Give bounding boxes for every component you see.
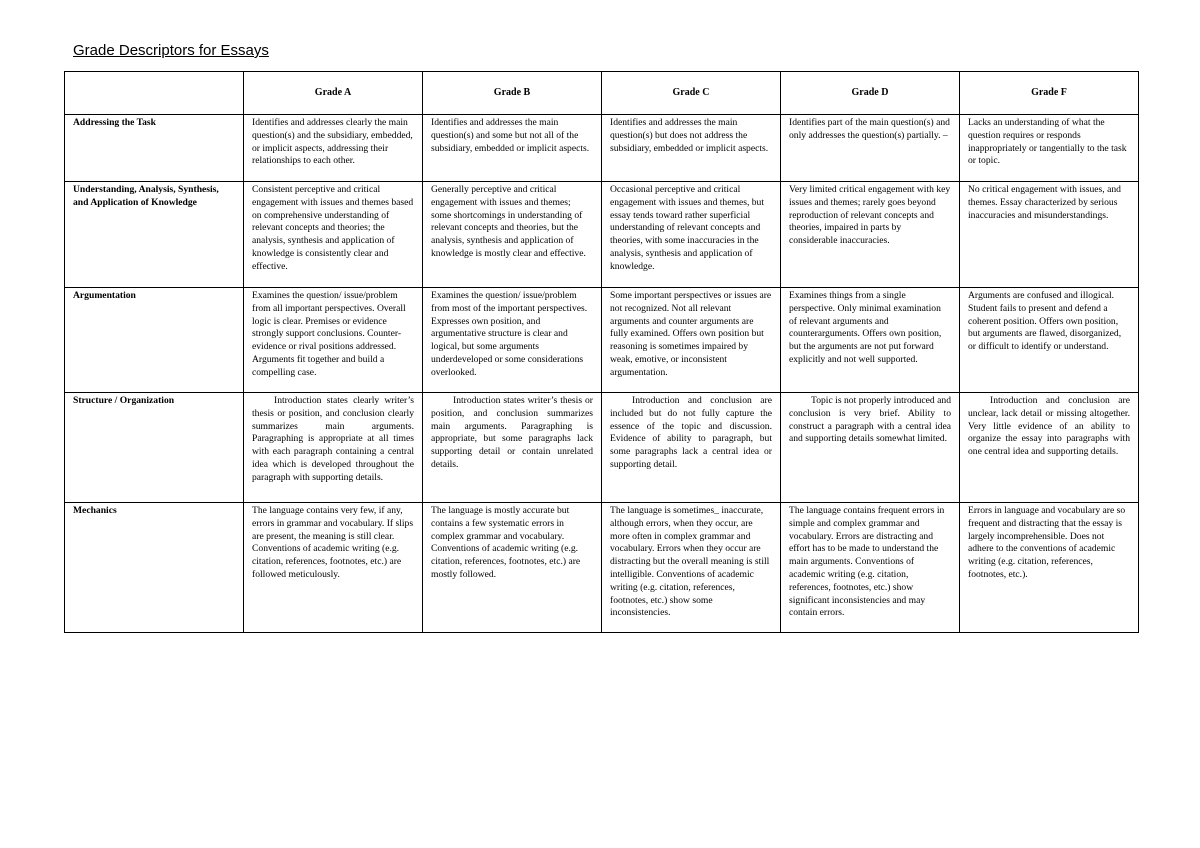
- grade-descriptor-table: [64, 71, 1139, 633]
- descriptor-cell-grade-b: The language is mostly accurate but contains a few systematic errors in complex grammar and vocabulary. Conventions of academic writing (e.g. citation, references, footnotes, etc.) are mostly followed.: [423, 503, 602, 633]
- descriptor-cell-grade-f: [960, 393, 1139, 503]
- header-row: [65, 72, 1139, 115]
- descriptor-cell-grade-a: [244, 393, 423, 503]
- header-grade-d: Grade D: [781, 72, 960, 115]
- descriptor-cell-grade-f: No critical engagement with issues, and themes. Essay characterized by serious inaccuracies and misunderstandings.: [960, 182, 1139, 288]
- descriptor-cell-grade-c: [602, 393, 781, 503]
- descriptor-cell-grade-a: Identifies and addresses clearly the main question(s) and the subsidiary, embedded, or implicit aspects, addressing their relationships to each other.: [244, 115, 423, 182]
- table-row: [65, 503, 1139, 633]
- table-row: [65, 393, 1139, 503]
- descriptor-cell-grade-b: [423, 393, 602, 503]
- criterion-label: Argumentation: [65, 288, 244, 393]
- descriptor-cell-grade-b: Examines the question/ issue/problem from most of the important perspectives. Expresses own position, and argumentative structure is clear and logical, but some arguments underdeveloped or some considerations overlooked.: [423, 288, 602, 393]
- header-grade-a: Grade A: [244, 72, 423, 115]
- descriptor-cell-grade-f: Lacks an understanding of what the question requires or responds inappropriately or tangentially to the task or topic.: [960, 115, 1139, 182]
- descriptor-cell-grade-d: Very limited critical engagement with key issues and themes; rarely goes beyond reproduction of relevant concepts and theories, impaired in parts by considerable inaccuracies.: [781, 182, 960, 288]
- document-title: Grade Descriptors for Essays: [73, 42, 269, 59]
- descriptor-text: Introduction and conclusion are included but do not fully capture the essence of the topic and discussion. Evidence of ability to paragraph, but some paragraphs lack a central idea or supporting detail.: [610, 395, 772, 470]
- descriptor-cell-grade-a: Examines the question/ issue/problem from all important perspectives. Overall logic is clear. Premises or evidence strongly support conclusions. Counter-evidence or rival positions addressed. Arguments fit together and build a compelling case.: [244, 288, 423, 393]
- table-row: [65, 115, 1139, 182]
- descriptor-cell-grade-f: Errors in language and vocabulary are so frequent and distracting that the essay is largely incomprehensible. Does not adhere to the conventions of academic writing (e.g. citation, references, footnotes, etc.).: [960, 503, 1139, 633]
- criterion-label: Mechanics: [65, 503, 244, 633]
- descriptor-cell-grade-b: Generally perceptive and critical engagement with issues and themes; some shortcomings in understanding of relevant concepts and theories, but the analysis, synthesis and application of knowledge is mostly clear and effective.: [423, 182, 602, 288]
- descriptor-cell-grade-c: Occasional perceptive and critical engagement with issues and themes, but essay tends toward rather superficial understanding of relevant concepts and theories, with some inaccuracies in the analysis, synthesis and application of knowledge.: [602, 182, 781, 288]
- header-grade-b: Grade B: [423, 72, 602, 115]
- descriptor-cell-grade-c: Identifies and addresses the main question(s) but does not address the subsidiary, embedded or implicit aspects.: [602, 115, 781, 182]
- descriptor-cell-grade-c: Some important perspectives or issues are not recognized. Not all relevant arguments and counter arguments are fully examined. Offers own position but reasoning is sometimes impaired by weak, emotive, or inconsistent argumentation.: [602, 288, 781, 393]
- criterion-label: Understanding, Analysis, Synthesis, and Application of Knowledge: [65, 182, 244, 288]
- descriptor-text: Introduction and conclusion are unclear, lack detail or missing altogether. Very little evidence of an ability to organize the essay into paragraphs with one central idea and supporting details.: [968, 395, 1130, 458]
- descriptor-cell-grade-a: Consistent perceptive and critical engagement with issues and themes based on comprehensive understanding of relevant concepts and theories; the analysis, synthesis and application of knowledge is consistently clear and effective.: [244, 182, 423, 288]
- descriptor-cell-grade-b: Identifies and addresses the main question(s) and some but not all of the subsidiary, embedded or implicit aspects.: [423, 115, 602, 182]
- header-grade-f: Grade F: [960, 72, 1139, 115]
- header-grade-c: Grade C: [602, 72, 781, 115]
- descriptor-cell-grade-d: Identifies part of the main question(s) and only addresses the question(s) partially. –: [781, 115, 960, 182]
- descriptor-text: Introduction states clearly writer’s thesis or position, and conclusion clearly summarizes main arguments. Paragraphing is appropriate at all times with each paragraph containing a central idea which is developed throughout the paragraph with supporting details.: [252, 395, 414, 483]
- descriptor-cell-grade-d: Examines things from a single perspective. Only minimal examination of relevant arguments and counterarguments. Offers own position, but the arguments are not put forward explicitly and not well supported.: [781, 288, 960, 393]
- criterion-label: Addressing the Task: [65, 115, 244, 182]
- header-empty-cell: [65, 72, 244, 115]
- descriptor-cell-grade-f: Arguments are confused and illogical. Student fails to present and defend a coherent position. Offers own position, but arguments are flawed, disorganized, or difficult to identify or understand.: [960, 288, 1139, 393]
- descriptor-cell-grade-d: The language contains frequent errors in simple and complex grammar and vocabulary. Errors are distracting and effort has to be made to understand the main arguments. Conventions of academic writing (e.g. citation, references, footnotes, etc.) show significant inconsistencies and may contain errors.: [781, 503, 960, 633]
- table-row: [65, 288, 1139, 393]
- descriptor-cell-grade-a: The language contains very few, if any, errors in grammar and vocabulary. If slips are present, the meaning is still clear. Conventions of academic writing (e.g. citation, references, footnotes, etc.) are followed meticulously.: [244, 503, 423, 633]
- descriptor-text: Introduction states writer’s thesis or position, and conclusion summarizes main arguments. Paragraphing is appropriate, but some paragraphs lack supporting detail or contain unrelated details.: [431, 395, 593, 470]
- descriptor-cell-grade-d: [781, 393, 960, 503]
- descriptor-cell-grade-c: The language is sometimes_ inaccurate, although errors, when they occur, are more often in complex grammar and vocabulary. Errors when they occur are distracting but the overall meaning is still intelligible. Conventions of academic writing (e.g. citation, references, footnotes, etc.) show some inconsistencies.: [602, 503, 781, 633]
- table-row: [65, 182, 1139, 288]
- descriptor-text: Topic is not properly introduced and conclusion is very brief. Ability to construct a paragraph with a central idea and supporting details somewhat limited.: [789, 395, 951, 445]
- criterion-label: Structure / Organization: [65, 393, 244, 503]
